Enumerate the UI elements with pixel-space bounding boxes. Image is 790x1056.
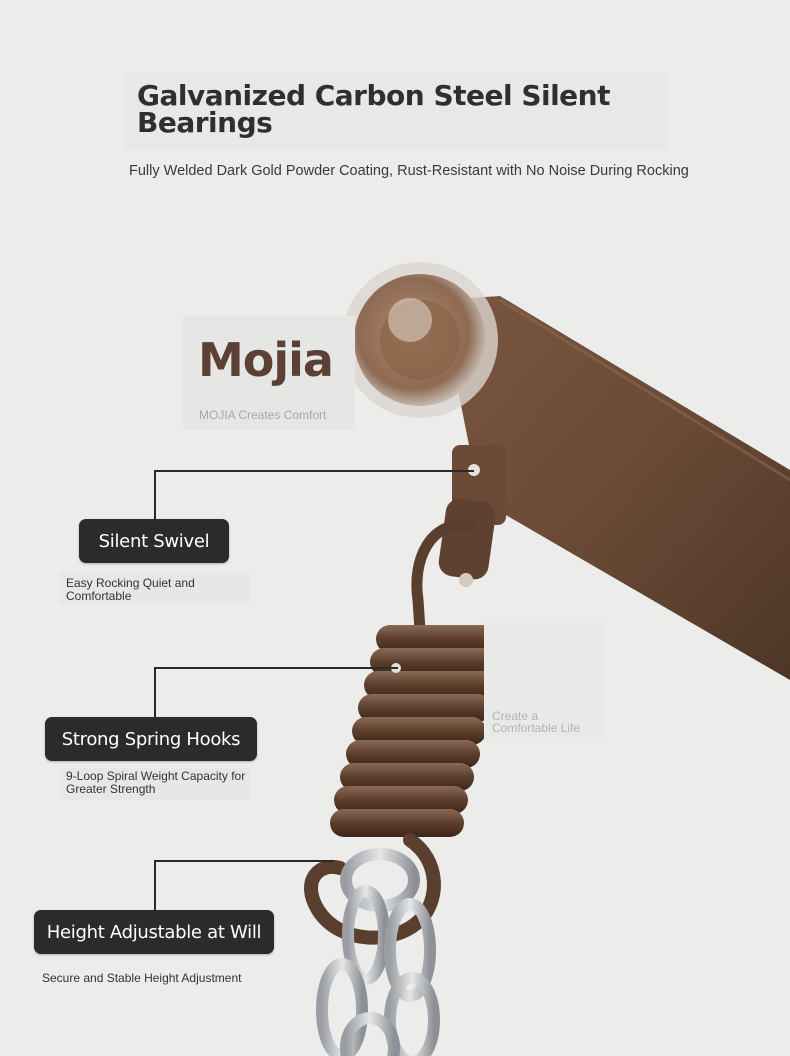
page-subtitle: Fully Welded Dark Gold Powder Coating, Rust-Resistant with No Noise During Rocking <box>129 163 689 179</box>
brand-tagline: MOJIA Creates Comfort <box>199 408 327 422</box>
feature-description-silent-swivel: Easy Rocking Quiet and Comfortable <box>66 576 195 603</box>
connector-line <box>154 667 156 717</box>
connector-line <box>154 470 474 472</box>
spring-coils <box>330 625 506 837</box>
brand-logo-text: Mojia <box>198 333 333 387</box>
connector-line <box>154 667 398 669</box>
connector-line <box>154 860 334 862</box>
feature-label-spring-hooks: Strong Spring Hooks <box>45 717 257 761</box>
silent-swivel-bracket <box>437 445 506 587</box>
feature-label-silent-swivel: Silent Swivel <box>79 519 229 563</box>
flower-end-cap <box>342 262 498 418</box>
watermark-text: Create a Comfortable Life <box>492 709 581 735</box>
steel-chain <box>322 854 434 1056</box>
connector-line <box>154 860 156 910</box>
page-title: Galvanized Carbon Steel Silent Bearings <box>137 79 610 139</box>
feature-label-height-adjustable: Height Adjustable at Will <box>34 910 274 954</box>
feature-description-spring-hooks: 9-Loop Spiral Weight Capacity for Greater Strength <box>66 769 246 796</box>
feature-description-height-adjustable: Secure and Stable Height Adjustment <box>42 971 242 985</box>
connector-line <box>154 470 156 520</box>
